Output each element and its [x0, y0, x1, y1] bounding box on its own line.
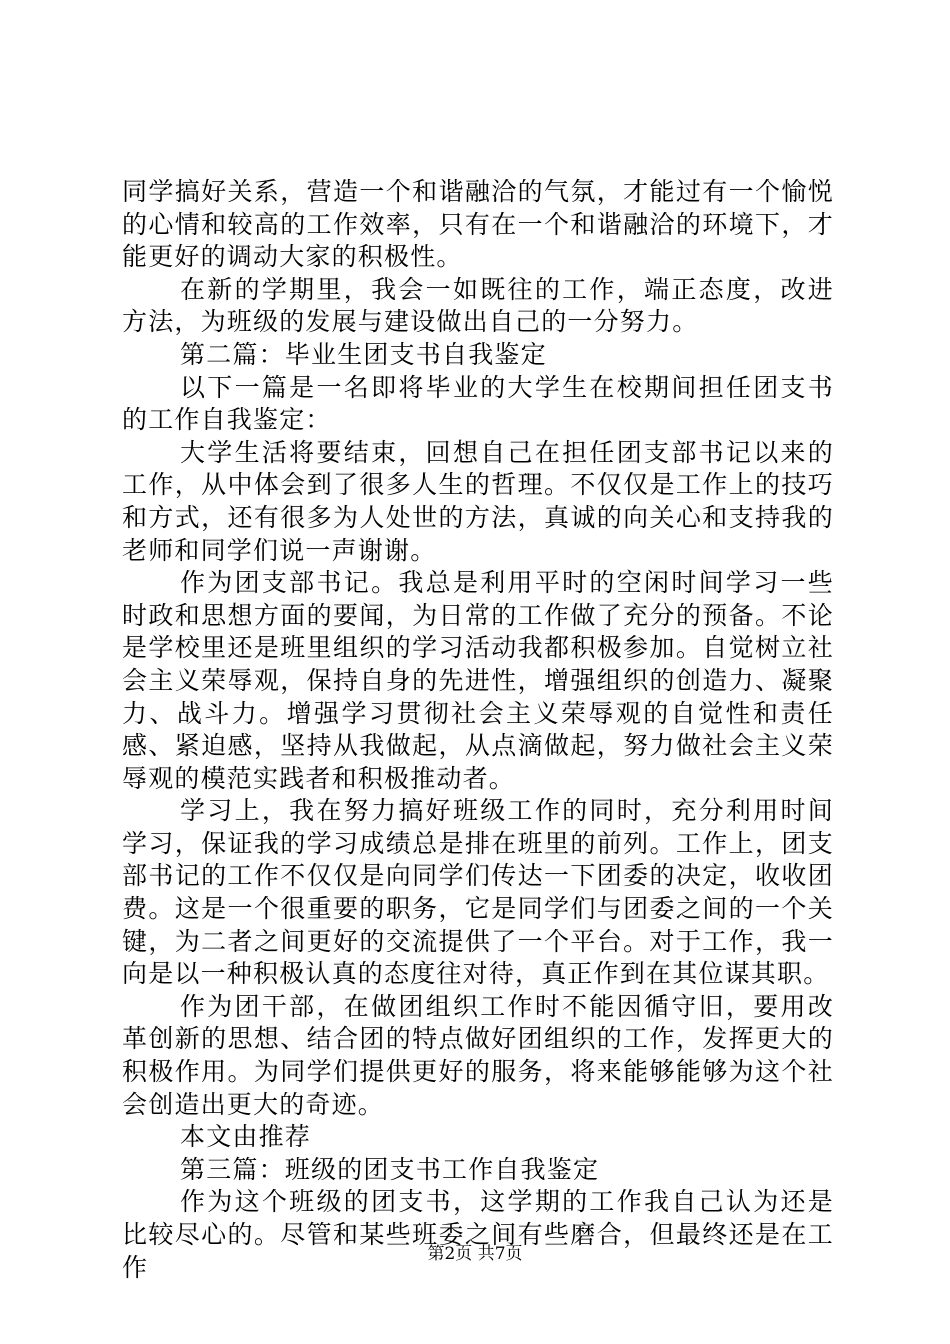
page-number-footer: 第2页 共7页	[427, 1244, 523, 1264]
section-heading-3: 第三篇：班级的团支书工作自我鉴定	[180, 1154, 600, 1184]
paragraph: 大学生活将要结束，回想自己在担任团支部书记以来的工作，从中体会到了很多人生的哲理。不仅仅是工作上的技巧和方式，还有很多为人处世的方法，真诚的向关心和支持我的老师和同学们说一声谢谢。	[122, 437, 834, 565]
paragraph: 以下一篇是一名即将毕业的大学生在校期间担任团支书的工作自我鉴定：	[122, 372, 834, 435]
paragraph-continuation: 同学搞好关系，营造一个和谐融洽的气氛，才能过有一个愉悦的心情和较高的工作效率，只有在一个和谐融洽的环境下，才能更好的调动大家的积极性。	[122, 177, 834, 272]
paragraph: 在新的学期里，我会一如既往的工作，端正态度，改进方法，为班级的发展与建设做出自己的一分努力。	[122, 274, 834, 337]
paragraph: 作为团支部书记。我总是利用平时的空闲时间学习一些时政和思想方面的要闻，为日常的工作做了充分的预备。不论是学校里还是班里组织的学习活动我都积极参加。自觉树立社会主义荣辱观，保持自身的先进性，增强组织的创造力、凝聚力、战斗力。增强学习贯彻社会主义荣辱观的自觉性和责任感、紧迫感，坚持从我做起，从点滴做起，努力做社会主义荣辱观的模范实践者和积极推动者。	[122, 568, 834, 793]
paragraph: 作为这个班级的团支书，这学期的工作我自己认为还是比较尽心的。尽管和某些班委之间有些磨合，但最终还是在工作	[122, 1187, 834, 1282]
paragraph: 学习上，我在努力搞好班级工作的同时，充分利用时间学习，保证我的学习成绩总是排在班里的前列。工作上，团支部书记的工作不仅仅是向同学们传达一下团委的决定，收收团费。这是一个很重要的职务，它是同学们与团委之间的一个关键，为二者之间更好的交流提供了一个平台。对于工作，我一向是以一种积极认真的态度往对待，真正作到在其位谋其职。	[122, 796, 834, 989]
section-heading-2: 第二篇：毕业生团支书自我鉴定	[180, 339, 547, 369]
paragraph: 作为团干部，在做团组织工作时不能因循守旧，要用改革创新的思想、结合团的特点做好团组织的工作，发挥更大的积极作用。为同学们提供更好的服务，将来能够能够为这个社会创造出更大的奇迹。	[122, 991, 834, 1119]
source-note: 本文由推荐	[180, 1122, 312, 1152]
document-body	[122, 176, 834, 1284]
